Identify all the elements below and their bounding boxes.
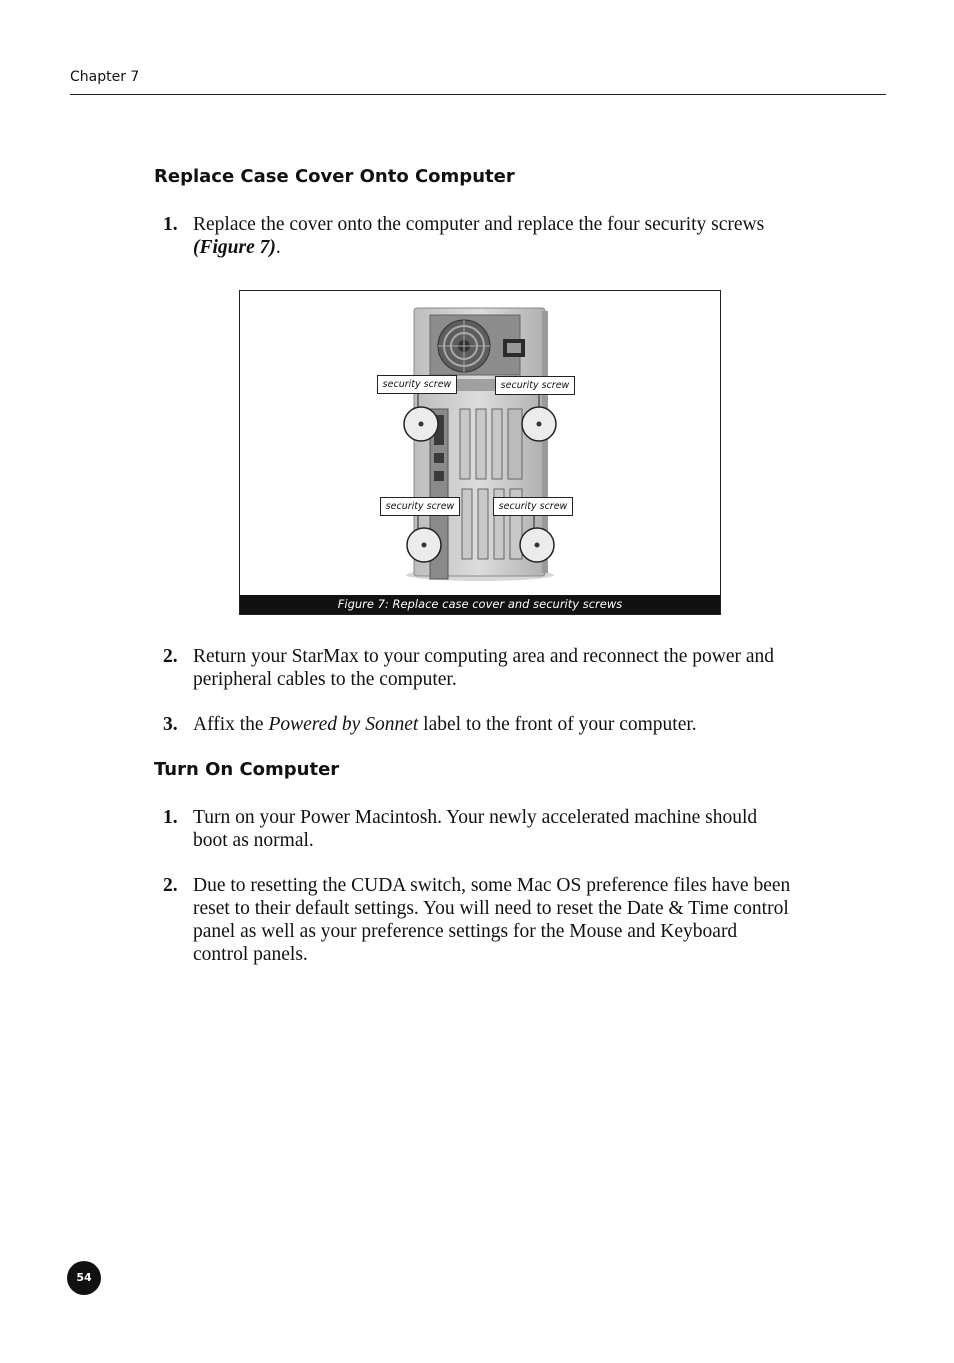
step-power-on <box>163 806 793 852</box>
figure-reference: (Figure 7) <box>193 237 276 258</box>
step-number: 2. <box>163 646 178 667</box>
computer-rear-illustration <box>240 291 720 595</box>
step-text: Replace the cover onto the computer and replace the four security screws (Figure 7). <box>193 214 765 258</box>
step-reset-preferences <box>163 874 793 966</box>
step-number: 1. <box>163 214 178 235</box>
figure-caption: Figure 7: Replace case cover and security screws <box>240 595 720 614</box>
callout-screw-bottom-right: security screw <box>493 497 573 516</box>
step-reconnect <box>163 645 793 691</box>
section-title-replace-cover: Replace Case Cover Onto Computer <box>154 166 515 187</box>
step-text: Affix the Powered by Sonnet label to the front of your computer. <box>193 714 697 735</box>
step-affix-label <box>163 713 793 736</box>
step-number: 3. <box>163 714 178 735</box>
section-title-turn-on: Turn On Computer <box>154 759 340 780</box>
chapter-label: Chapter 7 <box>70 69 140 85</box>
page-number-badge: 54 <box>67 1261 101 1295</box>
step-text: Turn on your Power Macintosh. Your newly accelerated machine should boot as normal. <box>193 807 758 851</box>
callout-screw-top-left: security screw <box>377 375 457 394</box>
callout-screw-bottom-left: security screw <box>380 497 460 516</box>
step-text: Return your StarMax to your computing area and reconnect the power and peripheral cables to the computer. <box>193 646 775 690</box>
callout-screw-top-right: security screw <box>495 376 575 395</box>
step-text: Due to resetting the CUDA switch, some Mac OS preference files have been reset to their default settings. You will need to reset the Date & Time control panel as well as your preference settings for the Mouse and Keyboard control panels. <box>193 875 791 965</box>
step-replace-cover <box>163 213 793 259</box>
step-number: 2. <box>163 875 178 896</box>
label-name: Powered by Sonnet <box>268 714 419 735</box>
step-number: 1. <box>163 807 178 828</box>
figure-7 <box>239 290 721 615</box>
header-rule <box>70 94 886 95</box>
